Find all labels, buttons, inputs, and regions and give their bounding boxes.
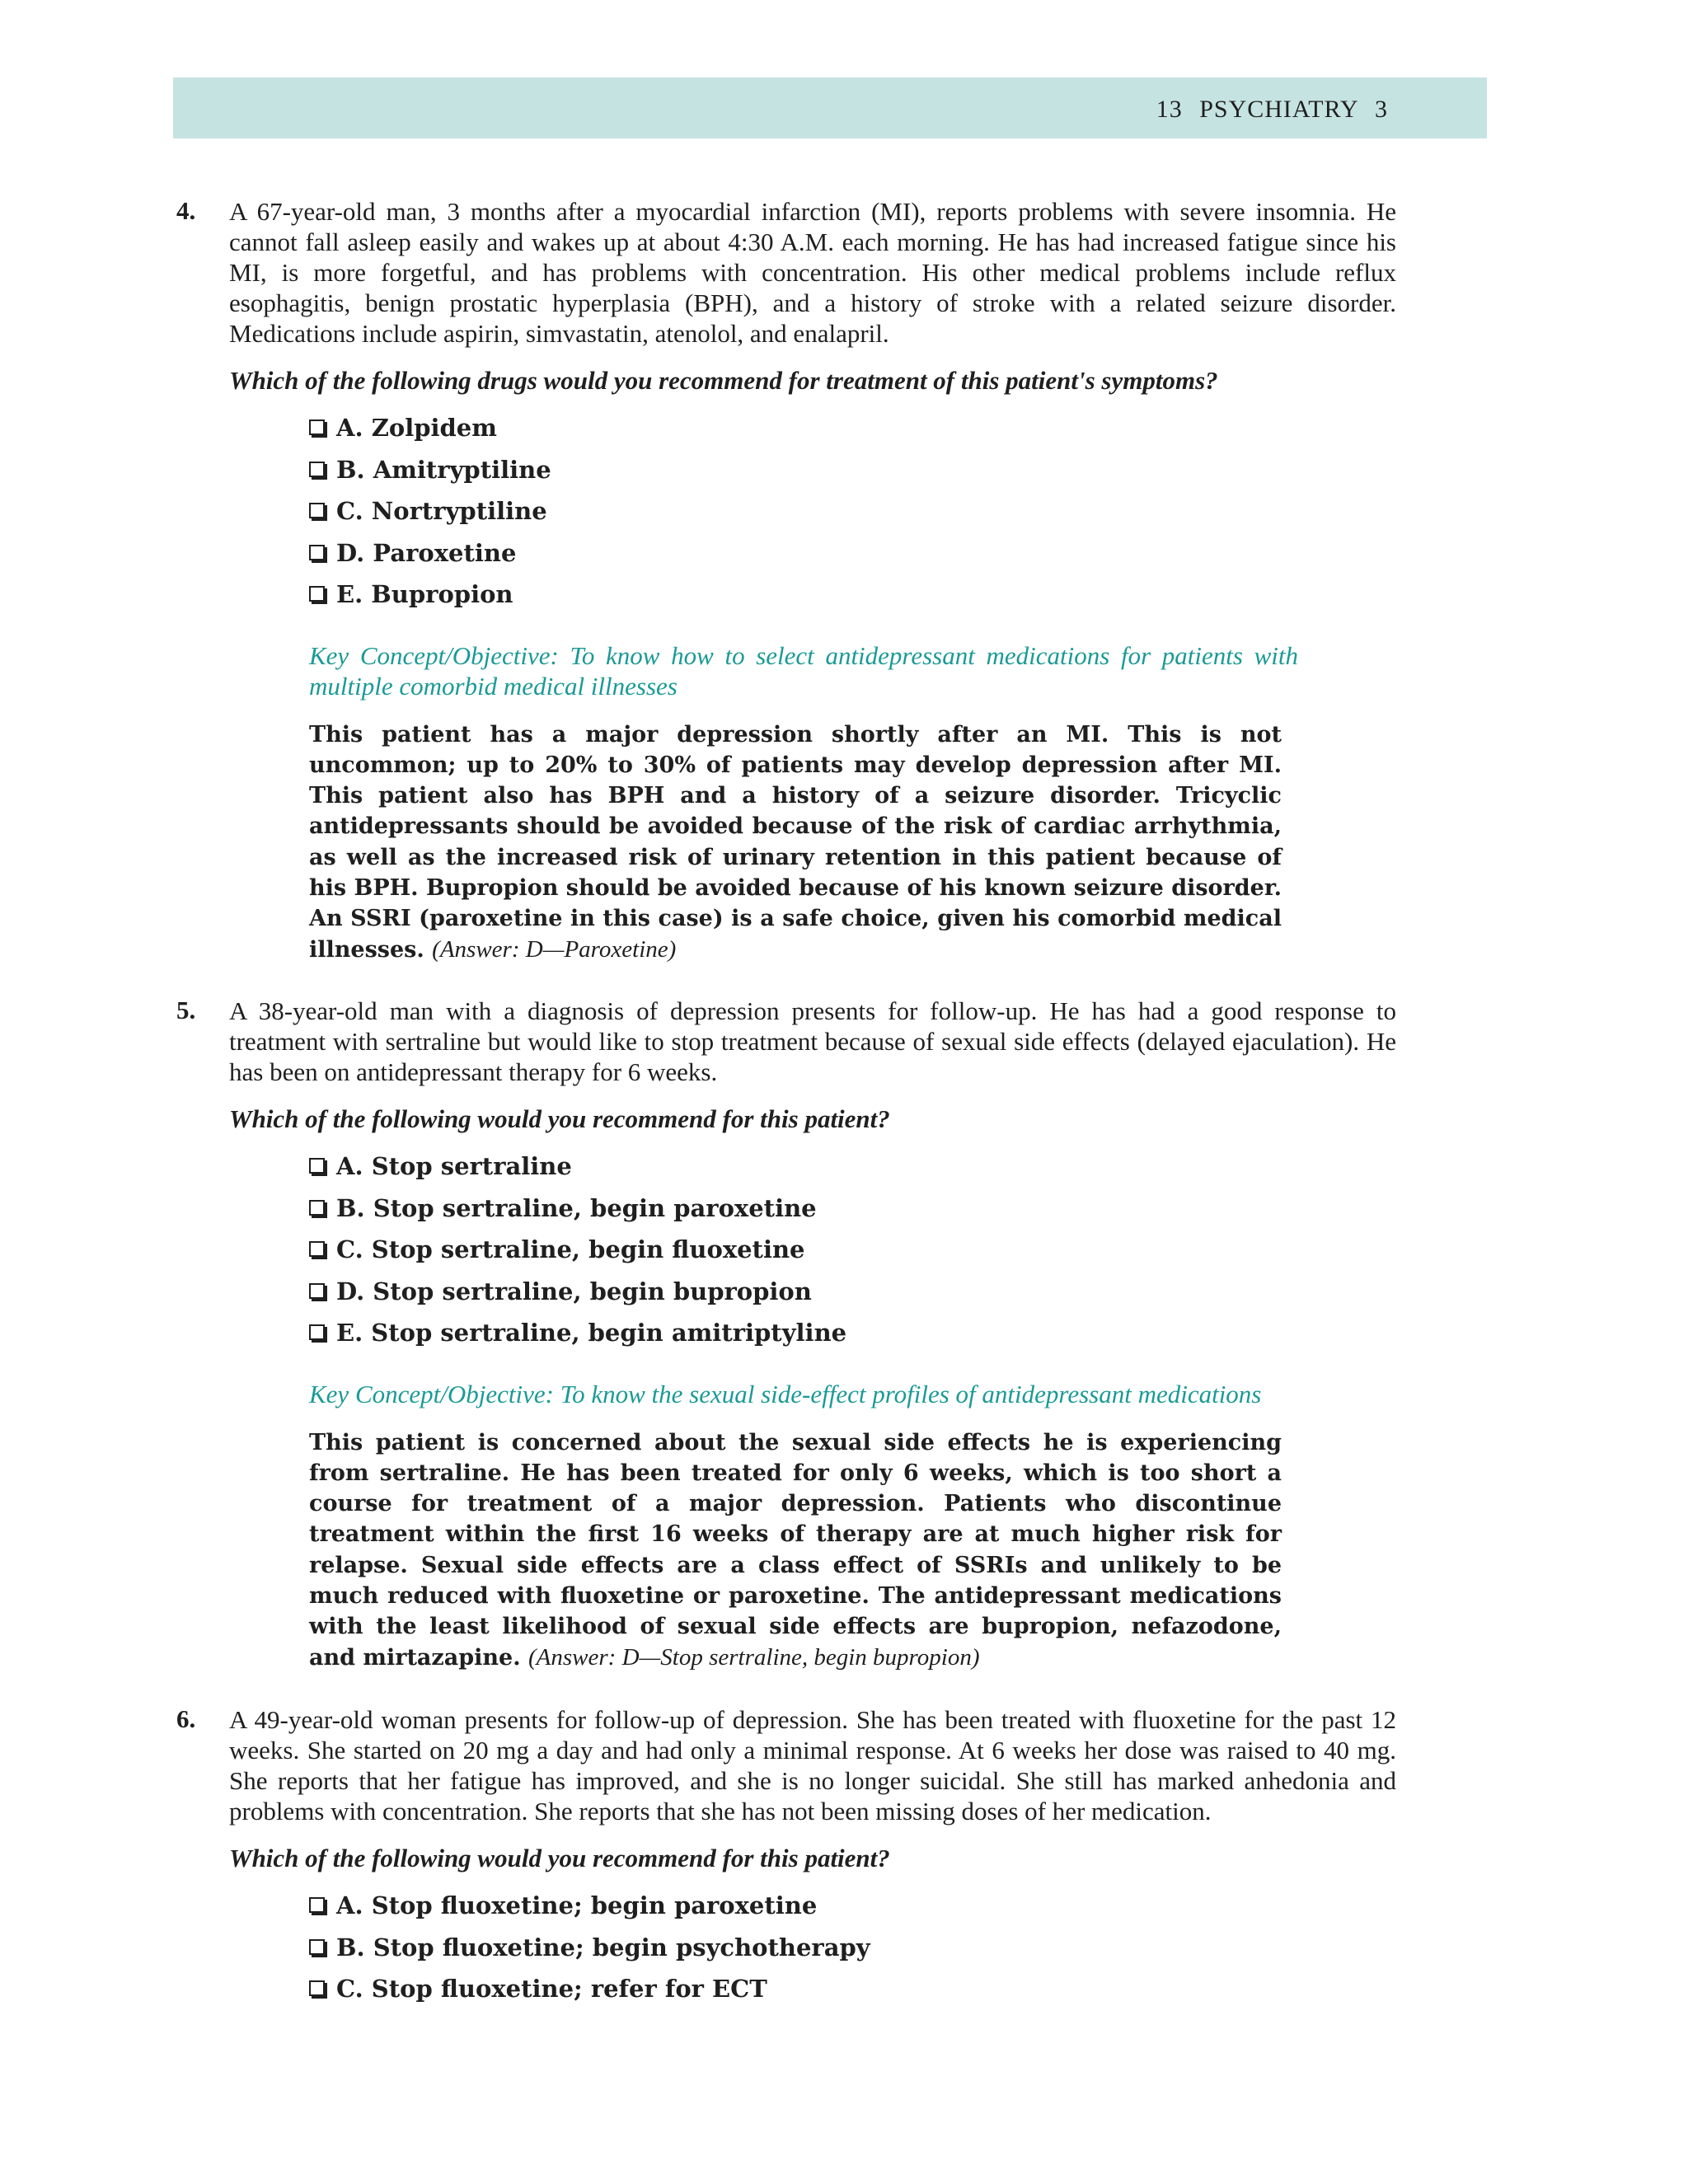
option-b[interactable] <box>309 1927 1409 1969</box>
answer-text: (Answer: D—Paroxetine) <box>432 935 677 963</box>
key-concept: Key Concept/Objective: To know how to select antidepressant medications for patients with multiple comorbid medical illnesses <box>309 640 1298 701</box>
option-label: C. Stop fluoxetine; refer for ECT <box>336 1975 767 2003</box>
option-label: E. Bupropion <box>336 580 513 608</box>
option-label: C. Nortryptiline <box>336 497 547 525</box>
checkbox-icon[interactable] <box>309 1200 325 1216</box>
question-prompt: Which of the following would you recommend for this patient? <box>229 1844 890 1872</box>
question-5 <box>173 996 1409 1673</box>
chapter-number: 13 <box>1156 96 1183 123</box>
option-label: E. Stop sertraline, begin amitriptyline <box>336 1319 847 1347</box>
question-stem: A 67-year-old man, 3 months after a myocardial infarction (MI), reports problems with severe insomnia. He cannot fall asleep easily and wakes up at about 4:30 A.M. each morning. He has had increased fatigue since his MI, is more forgetful, and has problems with concentration. His other medical problems include reflux esophagitis, benign prostatic hyperplasia (BPH), and a history of stroke with a related seizure disorder. Medications include aspirin, simvastatin, atenolol, and enalapril. <box>229 197 1396 348</box>
question-number: 5. <box>176 996 196 1024</box>
section-title: PSYCHIATRY <box>1199 96 1358 123</box>
question-6 <box>173 1704 1409 2010</box>
option-label: B. Stop fluoxetine; begin psychotherapy <box>336 1933 870 1961</box>
option-c[interactable] <box>309 490 1409 532</box>
explanation-text: This patient has a major depression shortly after an MI. This is not uncommon; up to 20% to 30% of patients may develop depression after MI. This patient also has BPH and a history of a seizure disorder. Tricyclic antidepressants should be avoided because of the risk of cardiac arrhythmia, as well as the increased risk of urinary retention in this patient because of his BPH. Bupropion should be avoided because of his known seizure disorder. An SSRI (paroxetine in this case) is a safe choice, given his comorbid medical illnesses. <box>309 721 1282 963</box>
explanation-text: This patient is concerned about the sexual side effects he is experiencing from sertraline. He has been treated for only 6 weeks, which is too short a course for treatment of a major depression. Patients who discontinue treatment within the first 16 weeks of therapy are at much higher risk for relapse. Sexual side effects are a class effect of SSRIs and unlikely to be much reduced with fluoxetine or paroxetine. The antidepressant medications with the least likelihood of sexual side effects are bupropion, nefazodone, and mirtazapine. <box>309 1429 1282 1671</box>
option-c[interactable] <box>309 1968 1409 2010</box>
answer-text: (Answer: D—Stop sertraline, begin bupropion) <box>528 1643 980 1671</box>
page-number: 3 <box>1375 96 1388 123</box>
running-header <box>173 77 1487 138</box>
checkbox-icon[interactable] <box>309 419 325 435</box>
option-label: A. Zolpidem <box>336 414 497 442</box>
option-label: B. Amitryptiline <box>336 455 551 484</box>
checkbox-icon[interactable] <box>309 1158 325 1174</box>
option-a[interactable] <box>309 407 1409 449</box>
header-text <box>1156 96 1388 124</box>
checkbox-icon[interactable] <box>309 1897 325 1913</box>
answer-options <box>309 1885 1409 2010</box>
option-a[interactable] <box>309 1146 1409 1188</box>
option-label: A. Stop sertraline <box>336 1152 572 1180</box>
option-label: A. Stop fluoxetine; begin paroxetine <box>336 1891 818 1919</box>
option-label: D. Stop sertraline, begin bupropion <box>336 1277 812 1305</box>
question-number: 4. <box>176 196 196 225</box>
checkbox-icon[interactable] <box>309 1324 325 1340</box>
checkbox-icon[interactable] <box>309 1939 325 1955</box>
option-label: D. Paroxetine <box>336 538 517 567</box>
option-b[interactable] <box>309 449 1409 491</box>
question-stem: A 38-year-old man with a diagnosis of depression presents for follow-up. He has had a good response to treatment with sertraline but would like to stop treatment because of sexual side effects (delayed ejaculation). He has been on antidepressant therapy for 6 weeks. <box>229 996 1396 1086</box>
option-b[interactable] <box>309 1188 1409 1230</box>
checkbox-icon[interactable] <box>309 586 325 602</box>
checkbox-icon[interactable] <box>309 503 325 518</box>
checkbox-icon[interactable] <box>309 1283 325 1299</box>
answer-options <box>309 1146 1409 1354</box>
explanation <box>309 1427 1282 1673</box>
option-c[interactable] <box>309 1229 1409 1271</box>
explanation <box>309 719 1282 965</box>
question-prompt: Which of the following drugs would you recommend for treatment of this patient's symptoms? <box>229 366 1218 395</box>
question-stem: A 49-year-old woman presents for follow-up of depression. She has been treated with fluoxetine for the past 12 weeks. She started on 20 mg a day and had only a minimal response. At 6 weeks her dose was raised to 40 mg. She reports that her fatigue has improved, and she is no longer suicidal. She still has marked anhedonia and problems with concentration. She reports that she has not been missing doses of her medication. <box>229 1705 1396 1825</box>
option-a[interactable] <box>309 1885 1409 1927</box>
checkbox-icon[interactable] <box>309 1241 325 1257</box>
checkbox-icon[interactable] <box>309 462 325 477</box>
answer-options <box>309 407 1409 616</box>
checkbox-icon[interactable] <box>309 1980 325 1996</box>
option-e[interactable] <box>309 574 1409 616</box>
checkbox-icon[interactable] <box>309 545 325 560</box>
option-label: B. Stop sertraline, begin paroxetine <box>336 1193 817 1222</box>
option-label: C. Stop sertraline, begin fluoxetine <box>336 1235 805 1263</box>
question-number: 6. <box>176 1704 196 1733</box>
option-d[interactable] <box>309 1271 1409 1313</box>
option-e[interactable] <box>309 1312 1409 1354</box>
question-prompt: Which of the following would you recommend for this patient? <box>229 1104 890 1133</box>
question-4 <box>173 196 1409 965</box>
option-d[interactable] <box>309 532 1409 574</box>
key-concept: Key Concept/Objective: To know the sexual side-effect profiles of antidepressant medications <box>309 1379 1262 1408</box>
